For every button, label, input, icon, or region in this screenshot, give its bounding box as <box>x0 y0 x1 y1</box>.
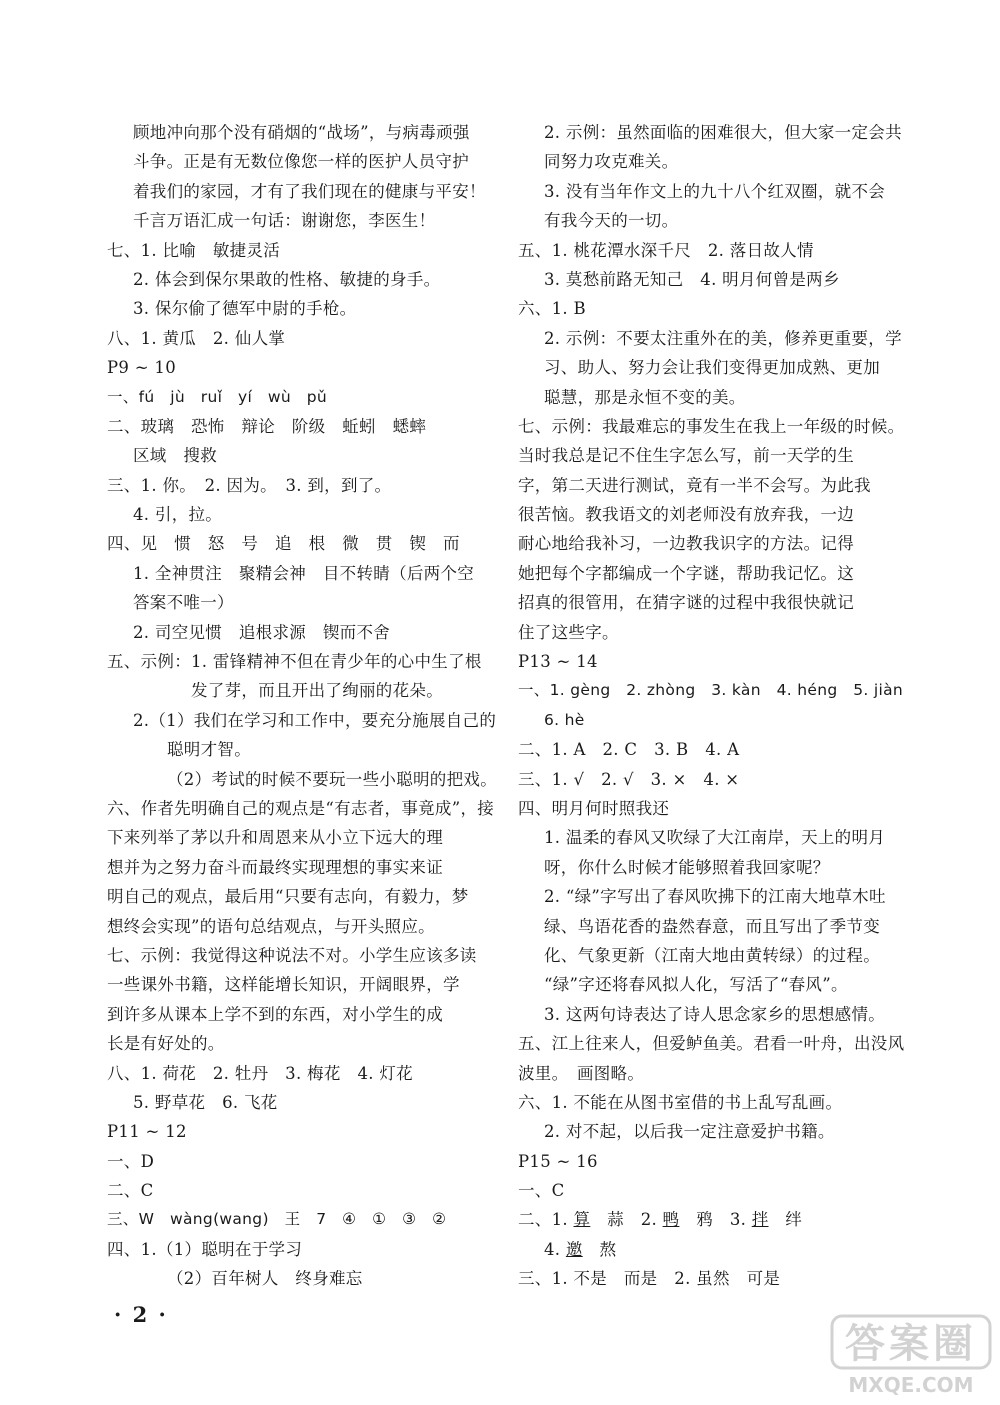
watermark-logo <box>830 1312 992 1398</box>
answer-line: 2.（1）我们在学习和工作中，要充分施展自己的 <box>133 710 497 730</box>
answer-line: 三、1. √ 2. √ 3. × 4. × <box>518 769 740 789</box>
answer-line: 下来列举了茅以升和周恩来从小立下远大的理 <box>107 828 443 848</box>
answer-line: 三、W wàng(wang) 王 7 ④ ① ③ ② <box>107 1210 447 1229</box>
svg-text:MXQE.COM: MXQE.COM <box>848 1373 974 1397</box>
answer-line: 6. hè <box>544 710 585 729</box>
answer-line: 习、助人、努力会让我们变得更加成熟、更加 <box>544 358 880 378</box>
answer-line: P11 ~ 12 <box>107 1122 187 1142</box>
underlined-text: 拌 <box>751 1210 769 1230</box>
underlined-text: 算 <box>573 1210 591 1230</box>
line-text: 熬 <box>582 1239 617 1259</box>
answer-line: 2. 司空见惯 追根求源 锲而不舍 <box>133 622 391 642</box>
answer-line: 字，第二天进行测试，竟有一半不会写。为此我 <box>518 475 871 495</box>
page-number: · 2 · <box>114 1302 168 1327</box>
answer-line: 一些课外书籍，这样能增长知识，开阔眼界，学 <box>107 975 460 995</box>
answer-line: 长是有好处的。 <box>107 1034 225 1054</box>
answer-line: 到许多从课本上学不到的东西，对小学生的成 <box>107 1004 443 1024</box>
answer-line: 一、1. gèng 2. zhòng 3. kàn 4. héng 5. jiàn <box>518 681 904 700</box>
answer-line: 2. 示例：不要太注重外在的美，修养更重要，学 <box>544 328 902 348</box>
answer-line: 2. 示例：虽然面临的困难很大，但大家一定会共 <box>544 123 902 142</box>
answer-line: 千言万语汇成一句话：谢谢您，李医生！ <box>133 211 436 231</box>
answer-line: 三、1. 不是 而是 2. 虽然 可是 <box>518 1269 781 1289</box>
answer-line: 答案不唯一） <box>133 593 234 613</box>
line-text: 二、1. <box>518 1210 574 1230</box>
answer-line: 耐心地给我补习，一边教我识字的方法。记得 <box>518 534 854 554</box>
answer-line: 七、示例：我最难忘的事发生在我上一年级的时候。 <box>518 416 905 436</box>
answer-line <box>518 1205 903 1234</box>
answer-line: P9 ~ 10 <box>107 358 177 378</box>
answer-line: 3. 这两句诗表达了诗人思念家乡的思想感情。 <box>544 1004 886 1024</box>
answer-line <box>518 1235 903 1264</box>
line-text: 蒜 2. <box>590 1210 663 1230</box>
answer-line: 三、1. 你。 2. 因为。 3. 到，到了。 <box>107 475 392 495</box>
answer-line: 二、C <box>107 1181 154 1201</box>
answer-line: 一、fú jù ruǐ yí wù pǔ <box>107 387 328 406</box>
answer-line: 六、作者先明确自己的观点是“有志者，事竟成”，接 <box>107 798 495 818</box>
answer-line: 四、见 惯 怒 号 追 根 微 贯 锲 而 <box>107 534 460 554</box>
left-column <box>107 118 497 1294</box>
answer-line: 一、D <box>107 1151 155 1171</box>
answer-line: 二、玻璃 恐怖 辩论 阶级 蚯蚓 蟋蟀 <box>107 416 427 436</box>
answer-line: 聪慧，那是永恒不变的美。 <box>544 387 746 407</box>
answer-line: 想终会实现”的语句总结观点，与开头照应。 <box>107 916 435 936</box>
answer-line: 5. 野草花 6. 飞花 <box>133 1092 278 1112</box>
answer-line: 住了这些字。 <box>518 622 619 642</box>
answer-line: 六、1. B <box>518 299 586 319</box>
answer-line: 很苦恼。教我语文的刘老师没有放弃我，一边 <box>518 505 854 525</box>
answer-line: 八、1. 黄瓜 2. 仙人掌 <box>107 328 286 348</box>
answer-line: 当时我总是记不住生字怎么写，前一天学的生 <box>518 446 854 466</box>
answer-line: 斗争。正是有无数位像您一样的医护人员守护 <box>133 152 469 172</box>
answer-line: 2. “绿”字写出了春风吹拂下的江南大地草木吐 <box>544 887 886 907</box>
answer-line: 四、1.（1）聪明在于学习 <box>107 1239 303 1259</box>
svg-text:答案圈: 答案圈 <box>845 1321 977 1367</box>
answer-line: 3. 莫愁前路无知己 4. 明月何曾是两乡 <box>544 269 840 289</box>
answer-line: （2）百年树人 终身难忘 <box>167 1269 363 1289</box>
line-text: 鸦 3. <box>679 1210 752 1230</box>
line-text: 4. <box>544 1239 566 1259</box>
answer-line: 2. 体会到保尔果敢的性格、敏捷的身手。 <box>133 269 441 289</box>
answer-line: 3. 保尔偷了德军中尉的手枪。 <box>133 299 357 319</box>
right-column <box>518 118 903 1294</box>
line-text: 绊 <box>768 1210 803 1230</box>
answer-line: （2）考试的时候不要玩一些小聪明的把戏。 <box>167 769 497 789</box>
answer-line: 波里。 画图略。 <box>518 1063 645 1083</box>
underlined-text: 邀 <box>565 1239 583 1259</box>
answer-line: 着我们的家园，才有了我们现在的健康与平安！ <box>133 181 486 201</box>
answer-line: P15 ~ 16 <box>518 1151 598 1171</box>
answer-line: 六、1. 不能在从图书室借的书上乱写乱画。 <box>518 1092 843 1112</box>
answer-line: 招真的很管用，在猜字谜的过程中我很快就记 <box>518 593 854 613</box>
answer-line: P13 ~ 14 <box>518 652 598 672</box>
answer-line: 想并为之努力奋斗而最终实现理想的事实来证 <box>107 857 443 877</box>
answer-line: 绿、鸟语花香的盎然春意，而且写出了季节变 <box>544 916 880 936</box>
answer-line: 七、1. 比喻 敏捷灵活 <box>107 240 281 260</box>
answer-line: 七、示例：我觉得这种说法不对。小学生应该多读 <box>107 945 477 965</box>
answer-line: 2. 对不起，以后我一定注意爱护书籍。 <box>544 1122 835 1142</box>
answer-line: 八、1. 荷花 2. 牡丹 3. 梅花 4. 灯花 <box>107 1063 413 1083</box>
answer-line: 1. 全神贯注 聚精会神 目不转睛（后两个空 <box>133 563 475 583</box>
answer-line: 呀，你什么时候才能够照着我回家呢？ <box>544 857 830 877</box>
answer-line: 二、1. A 2. C 3. B 4. A <box>518 740 740 760</box>
answer-line: 4. 引，拉。 <box>133 505 223 525</box>
answer-line: 五、1. 桃花潭水深千尺 2. 落日故人情 <box>518 240 814 260</box>
answer-line: 一、C <box>518 1181 565 1201</box>
answer-line: 区域 搜救 <box>133 446 217 466</box>
answer-line: 同努力攻克难关。 <box>544 152 679 172</box>
answer-line: 明自己的观点，最后用“只要有志向，有毅力，梦 <box>107 887 469 907</box>
answer-line: 1. 温柔的春风又吹绿了大江南岸，天上的明月 <box>544 828 886 848</box>
answer-line: 发了芽，而且开出了绚丽的花朵。 <box>191 681 443 701</box>
answer-line: 四、明月何时照我还 <box>518 798 670 818</box>
answer-line: “绿”字还将春风拟人化，写活了“春风”。 <box>544 975 848 995</box>
answer-line: 化、气象更新（江南大地由黄转绿）的过程。 <box>544 945 880 965</box>
answer-line: 顾地冲向那个没有硝烟的“战场”，与病毒顽强 <box>133 123 470 142</box>
answer-line: 有我今天的一切。 <box>544 211 679 231</box>
answer-line: 五、示例：1. 雷锋精神不但在青少年的心中生了根 <box>107 652 482 672</box>
underlined-text: 鸭 <box>662 1210 680 1230</box>
answer-line: 五、江上往来人，但爱鲈鱼美。君看一叶舟，出没风 <box>518 1034 905 1054</box>
answer-line: 她把每个字都编成一个字谜，帮助我记忆。这 <box>518 563 854 583</box>
answer-line: 3. 没有当年作文上的九十八个红双圈，就不会 <box>544 181 886 201</box>
answer-line: 聪明才智。 <box>167 740 251 760</box>
